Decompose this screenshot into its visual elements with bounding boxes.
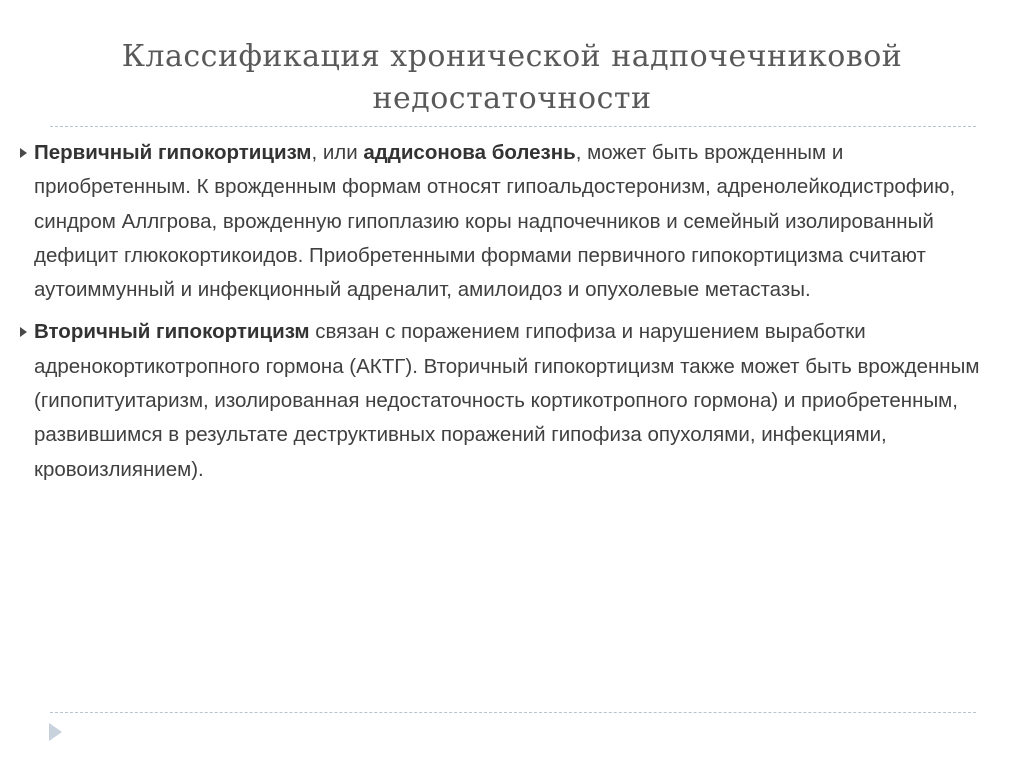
next-slide-arrow-icon[interactable]: [49, 723, 62, 741]
bullet-term: Первичный гипокортицизм: [34, 141, 312, 164]
bullet-connector: , или: [311, 141, 364, 164]
slide-title: Классификация хронической надпочечниковой недостаточности: [121, 39, 903, 116]
footer-divider: [50, 712, 976, 713]
title-divider: [50, 126, 976, 127]
bullet-text: , может быть врожденным и приобретенным. К врожденным формам относят гипоальдостеронизм, адренолейкодистрофию, синдром Аллгрова, врожденную гипоплазию коры надпочечников и семейный изолированный дефицит глюкокортикоидов. Приобретенными формами первичного гипокортицизма считают аутоиммунный и инфекционный адреналит, амилоидоз и опухолевые метастазы.: [34, 141, 956, 302]
bullet-primary-hypocorticism: [20, 136, 980, 307]
slide-content: [20, 136, 980, 495]
bullet-secondary-hypocorticism: [20, 315, 980, 486]
triangle-bullet-icon: [20, 148, 27, 158]
bullet-term-secondary: аддисонова болезнь: [363, 141, 576, 164]
bullet-term: Вторичный гипокортицизм: [34, 320, 310, 344]
bullet-text: связан с поражением гипофиза и нарушением выработки адренокортикотропного гормона (АКТГ). Вторичный гипокортицизм также может быть врожденным (гипопитуитаризм, изолированная недостаточность кортикотропного гормона) и приобретенным, развившимся в результате деструктивных поражений гипофиза опухолями, инфекциями, кровоизлиянием).: [34, 320, 980, 481]
triangle-bullet-icon: [20, 327, 27, 337]
